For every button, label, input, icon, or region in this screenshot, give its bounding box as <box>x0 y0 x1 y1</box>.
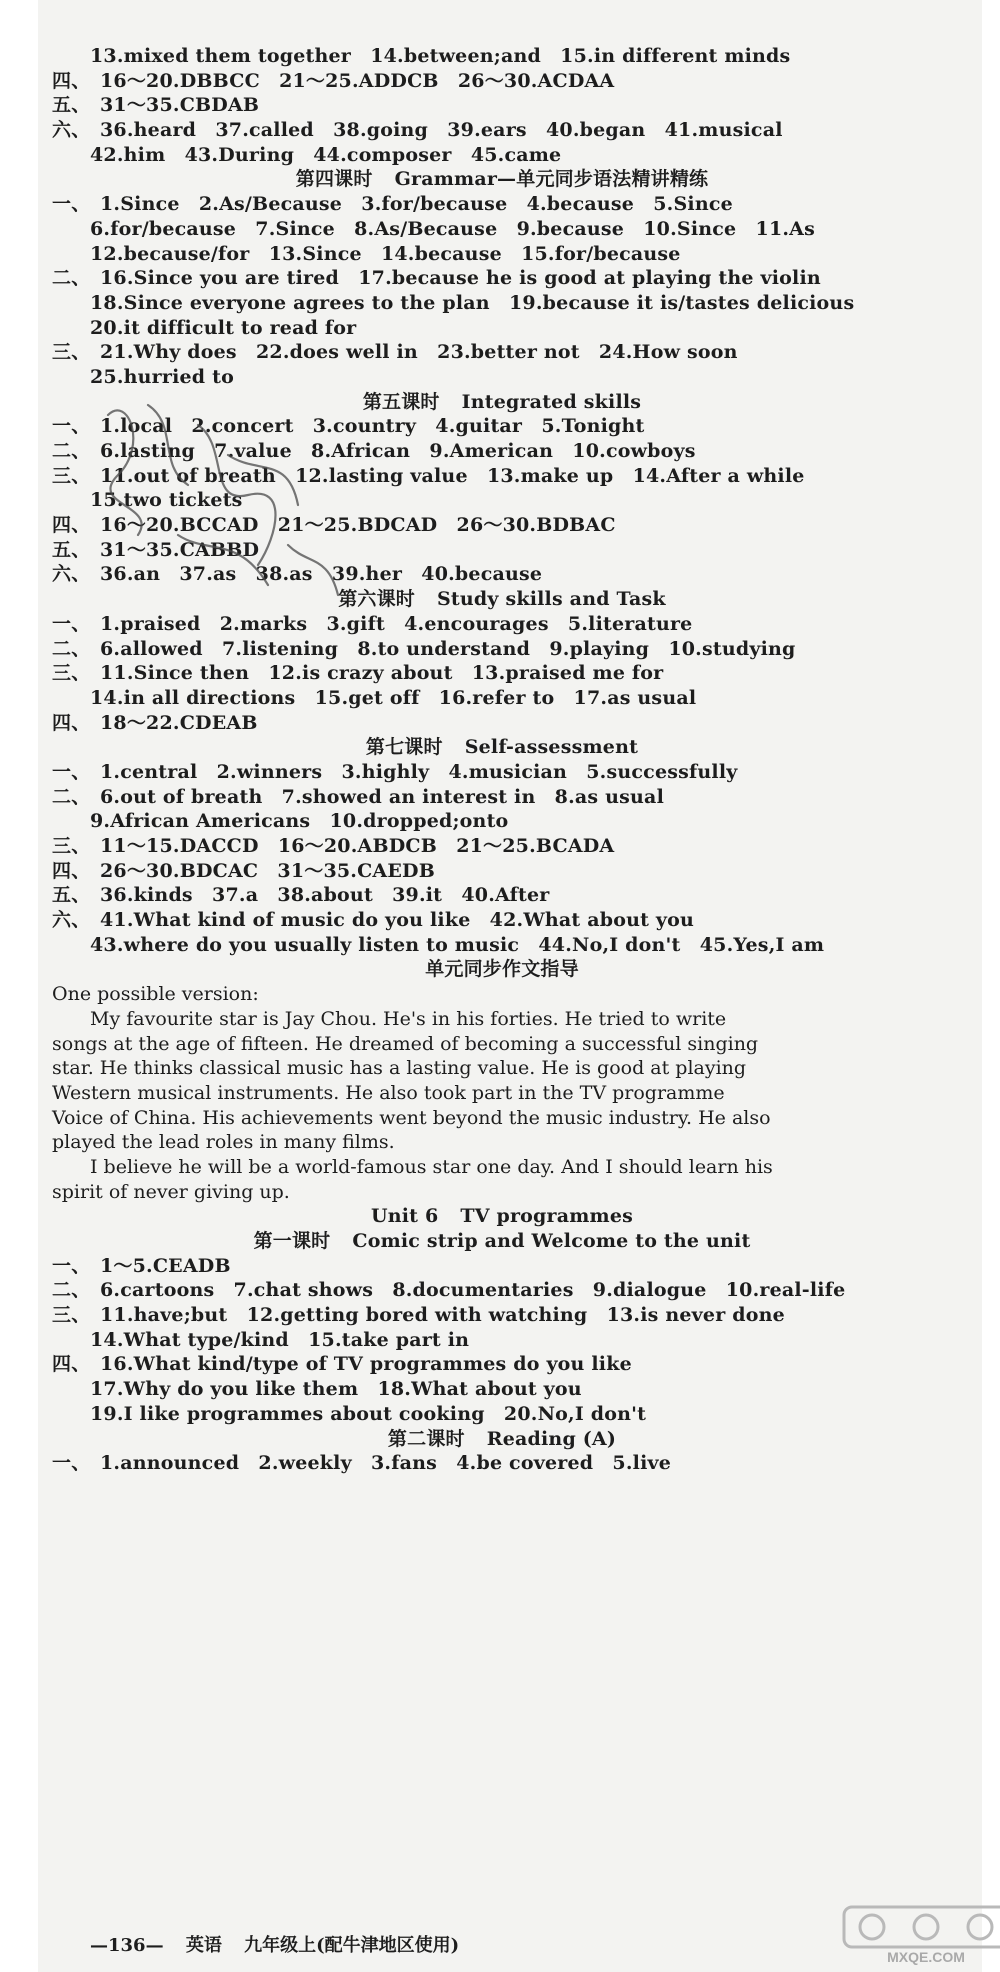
section-number: 四、 <box>52 711 91 734</box>
answer-text: 26～30.BDCAC 31～35.CAEDB <box>100 859 435 882</box>
answer-line <box>52 933 952 958</box>
section-title-en: Study skills and Task <box>437 588 666 611</box>
answer-text: 1.Since 2.As/Because 3.for/because 4.because 5.Since <box>100 193 733 216</box>
section-number: 四、 <box>52 514 91 537</box>
essay-line: Western musical instruments. He also took part in the TV programme <box>52 1081 725 1104</box>
answer-line <box>52 93 952 118</box>
page-number: —136— <box>90 1935 164 1956</box>
answer-text: 14.in all directions 15.get off 16.refer to 17.as usual <box>90 686 697 709</box>
section-title-en: Self-assessment <box>464 736 639 759</box>
answer-line <box>52 266 952 291</box>
answer-line <box>52 44 952 69</box>
section-number: 一、 <box>52 612 91 635</box>
answer-line <box>52 192 952 217</box>
answer-line <box>52 809 952 834</box>
answer-line <box>52 1377 952 1402</box>
answer-text: 9.African Americans 10.dropped;onto <box>90 810 509 833</box>
answer-text: 16～20.DBBCC 21～25.ADDCB 26～30.ACDAA <box>100 69 615 92</box>
page <box>38 0 982 1972</box>
essay-line: spirit of never giving up. <box>52 1180 290 1203</box>
answer-text: 11.have;but 12.getting bored with watching 13.is never done <box>100 1304 785 1327</box>
answer-line <box>52 760 952 785</box>
answer-text: 1.announced 2.weekly 3.fans 4.be covered 5.live <box>100 1452 672 1475</box>
watermark-logo <box>842 1905 1000 1965</box>
answer-text: 14.What type/kind 15.take part in <box>90 1328 470 1351</box>
answer-text: 17.Why do you like them 18.What about you <box>90 1378 582 1401</box>
answer-text: 1～5.CEADB <box>100 1254 231 1277</box>
section-title-cn: 第一课时 <box>253 1230 331 1252</box>
section-number: 一、 <box>52 760 91 783</box>
answer-content <box>52 44 952 1476</box>
answer-text: 15.two tickets <box>90 489 243 512</box>
section-title-en: Grammar—单元同步语法精讲精练 <box>394 168 709 191</box>
answer-text: 1.central 2.winners 3.highly 4.musician 5.successfully <box>100 760 738 783</box>
answer-text: 31～35.CBDAB <box>100 94 260 117</box>
answer-line <box>52 883 952 908</box>
section-number: 一、 <box>52 1254 91 1277</box>
section-number: 五、 <box>52 538 91 561</box>
section-title <box>52 167 952 192</box>
section-number: 三、 <box>52 835 91 857</box>
section-number: 二、 <box>52 1279 91 1302</box>
section-title-cn: 第七课时 <box>365 736 443 759</box>
answer-line <box>52 834 952 859</box>
answer-text: 36.kinds 37.a 38.about 39.it 40.After <box>100 884 550 907</box>
section-title-cn: 第二课时 <box>387 1427 465 1450</box>
answer-line <box>52 1254 952 1279</box>
answer-line <box>52 612 952 637</box>
essay-line: played the lead roles in many films. <box>52 1131 395 1154</box>
essay-line: I believe he will be a world-famous star one day. And I should learn his <box>90 1155 773 1178</box>
section-number: 六、 <box>52 119 91 142</box>
answer-text: 11～15.DACCD 16～20.ABDCB 21～25.BCADA <box>100 835 615 857</box>
section-number: 一、 <box>52 1452 91 1475</box>
section-title-en: Integrated skills <box>461 390 642 413</box>
section-number: 二、 <box>52 267 91 290</box>
answer-text: 1.praised 2.marks 3.gift 4.encourages 5.literature <box>100 612 693 635</box>
section-number: 一、 <box>52 193 91 216</box>
pen-scribble <box>88 385 348 610</box>
section-title-en: Reading (A) <box>486 1427 617 1450</box>
page-footer <box>90 1931 475 1957</box>
section-number: 四、 <box>52 859 91 882</box>
footer-grade: 九年级上(配牛津地区使用) <box>244 1935 460 1956</box>
answer-text: 1.local 2.concert 3.country 4.guitar 5.Tonight <box>100 415 645 438</box>
answer-text: 42.him 43.During 44.composer 45.came <box>90 143 562 166</box>
essay-line: My favourite star is Jay Chou. He's in his forties. He tried to write <box>90 1007 727 1030</box>
section-title-cn: 单元同步作文指导 <box>425 958 579 981</box>
answer-text: 25.hurried to <box>90 365 234 388</box>
answer-text: 16.What kind/type of TV programmes do you like <box>100 1353 632 1376</box>
section-number: 六、 <box>52 563 91 586</box>
answer-line <box>52 637 952 662</box>
answer-line <box>52 242 952 267</box>
section-title-cn: 第五课时 <box>362 390 440 413</box>
answer-text: 20.it difficult to read for <box>90 316 357 339</box>
answer-text: 6.for/because 7.Since 8.As/Because 9.because 10.Since 11.As <box>90 217 816 240</box>
answer-text: 18.Since everyone agrees to the plan 19.because it is/tastes delicious <box>90 291 855 314</box>
answer-line <box>52 1352 952 1377</box>
answer-line <box>52 859 952 884</box>
answer-text: 12.because/for 13.Since 14.because 15.for/because <box>90 242 681 265</box>
answer-text: 6.out of breath 7.showed an interest in 8.as usual <box>100 785 664 808</box>
svg-text:MXQE.COM: MXQE.COM <box>887 1949 965 1965</box>
section-title <box>52 1229 952 1254</box>
answer-text: 36.heard 37.called 38.going 39.ears 40.began 41.musical <box>100 119 783 142</box>
section-title-en: TV programmes <box>460 1205 634 1228</box>
answer-line <box>52 217 952 242</box>
answer-line <box>52 1278 952 1303</box>
answer-text: 19.I like programmes about cooking 20.No,I don't <box>90 1402 647 1425</box>
section-number: 六、 <box>52 909 91 932</box>
answer-text: 41.What kind of music do you like 42.What about you <box>100 909 694 932</box>
answer-line <box>52 1303 952 1328</box>
section-number: 二、 <box>52 637 91 660</box>
answer-line <box>52 143 952 168</box>
answer-line <box>52 291 952 316</box>
answer-text: 13.mixed them together 14.between;and 15.in different minds <box>90 45 791 67</box>
answer-line <box>52 118 952 143</box>
answer-text: 16.Since you are tired 17.because he is good at playing the violin <box>100 267 821 290</box>
answer-text: 43.where do you usually listen to music 44.No,I don't 45.Yes,I am <box>90 933 825 956</box>
section-number: 三、 <box>52 341 91 364</box>
section-title <box>52 1427 952 1452</box>
essay-line: Voice of China. His achievements went beyond the music industry. He also <box>52 1106 771 1129</box>
section-number: 四、 <box>52 69 91 92</box>
answer-line <box>52 1402 952 1427</box>
answer-text: 11.out of breath 12.lasting value 13.make up 14.After a while <box>100 464 805 487</box>
answer-text: 31～35.CABBD <box>100 538 260 561</box>
section-number: 一、 <box>52 415 91 438</box>
answer-text: 6.cartoons 7.chat shows 8.documentaries 9.dialogue 10.real-life <box>100 1279 846 1302</box>
section-number: 五、 <box>52 94 91 117</box>
answer-line <box>52 711 952 736</box>
section-number: 二、 <box>52 785 91 808</box>
answer-line <box>52 908 952 933</box>
section-title-cn: 第四课时 <box>295 168 373 191</box>
section-title <box>52 1204 952 1229</box>
section-title-en: Comic strip and Welcome to the unit <box>352 1230 751 1252</box>
answer-text: 18～22.CDEAB <box>100 711 258 734</box>
answer-line <box>52 785 952 810</box>
answer-line <box>52 1328 952 1353</box>
answer-line <box>52 340 952 365</box>
answer-line <box>52 661 952 686</box>
section-title-cn: Unit 6 <box>370 1205 439 1228</box>
answer-text: 16～20.BCCAD 21～25.BDCAD 26～30.BDBAC <box>100 514 616 537</box>
answer-line <box>52 316 952 341</box>
section-title <box>52 735 952 760</box>
answer-text: 6.allowed 7.listening 8.to understand 9.playing 10.studying <box>100 637 796 660</box>
footer-subject: 英语 <box>185 1935 222 1956</box>
section-number: 四、 <box>52 1353 91 1376</box>
answer-text: 6.lasting 7.value 8.African 9.American 10.cowboys <box>100 440 696 462</box>
section-number: 三、 <box>52 662 91 685</box>
section-number: 三、 <box>52 1304 91 1327</box>
essay-line: songs at the age of fifteen. He dreamed of becoming a successful singing <box>52 1032 759 1055</box>
answer-line <box>52 1451 952 1476</box>
answer-line <box>52 686 952 711</box>
section-number: 三、 <box>52 464 91 487</box>
essay-line: star. He thinks classical music has a lasting value. He is good at playing <box>52 1057 747 1080</box>
answer-text: 21.Why does 22.does well in 23.better not 24.How soon <box>100 341 738 364</box>
section-number: 五、 <box>52 884 91 907</box>
section-title-cn: 第六课时 <box>338 588 415 611</box>
answer-text: 11.Since then 12.is crazy about 13.praised me for <box>100 662 664 685</box>
essay-line: One possible version: <box>52 983 259 1006</box>
answer-text: 36.an 37.as 38.as 39.her 40.because <box>100 563 543 586</box>
section-title <box>52 957 952 982</box>
answer-line <box>52 69 952 94</box>
section-number: 二、 <box>52 440 91 462</box>
